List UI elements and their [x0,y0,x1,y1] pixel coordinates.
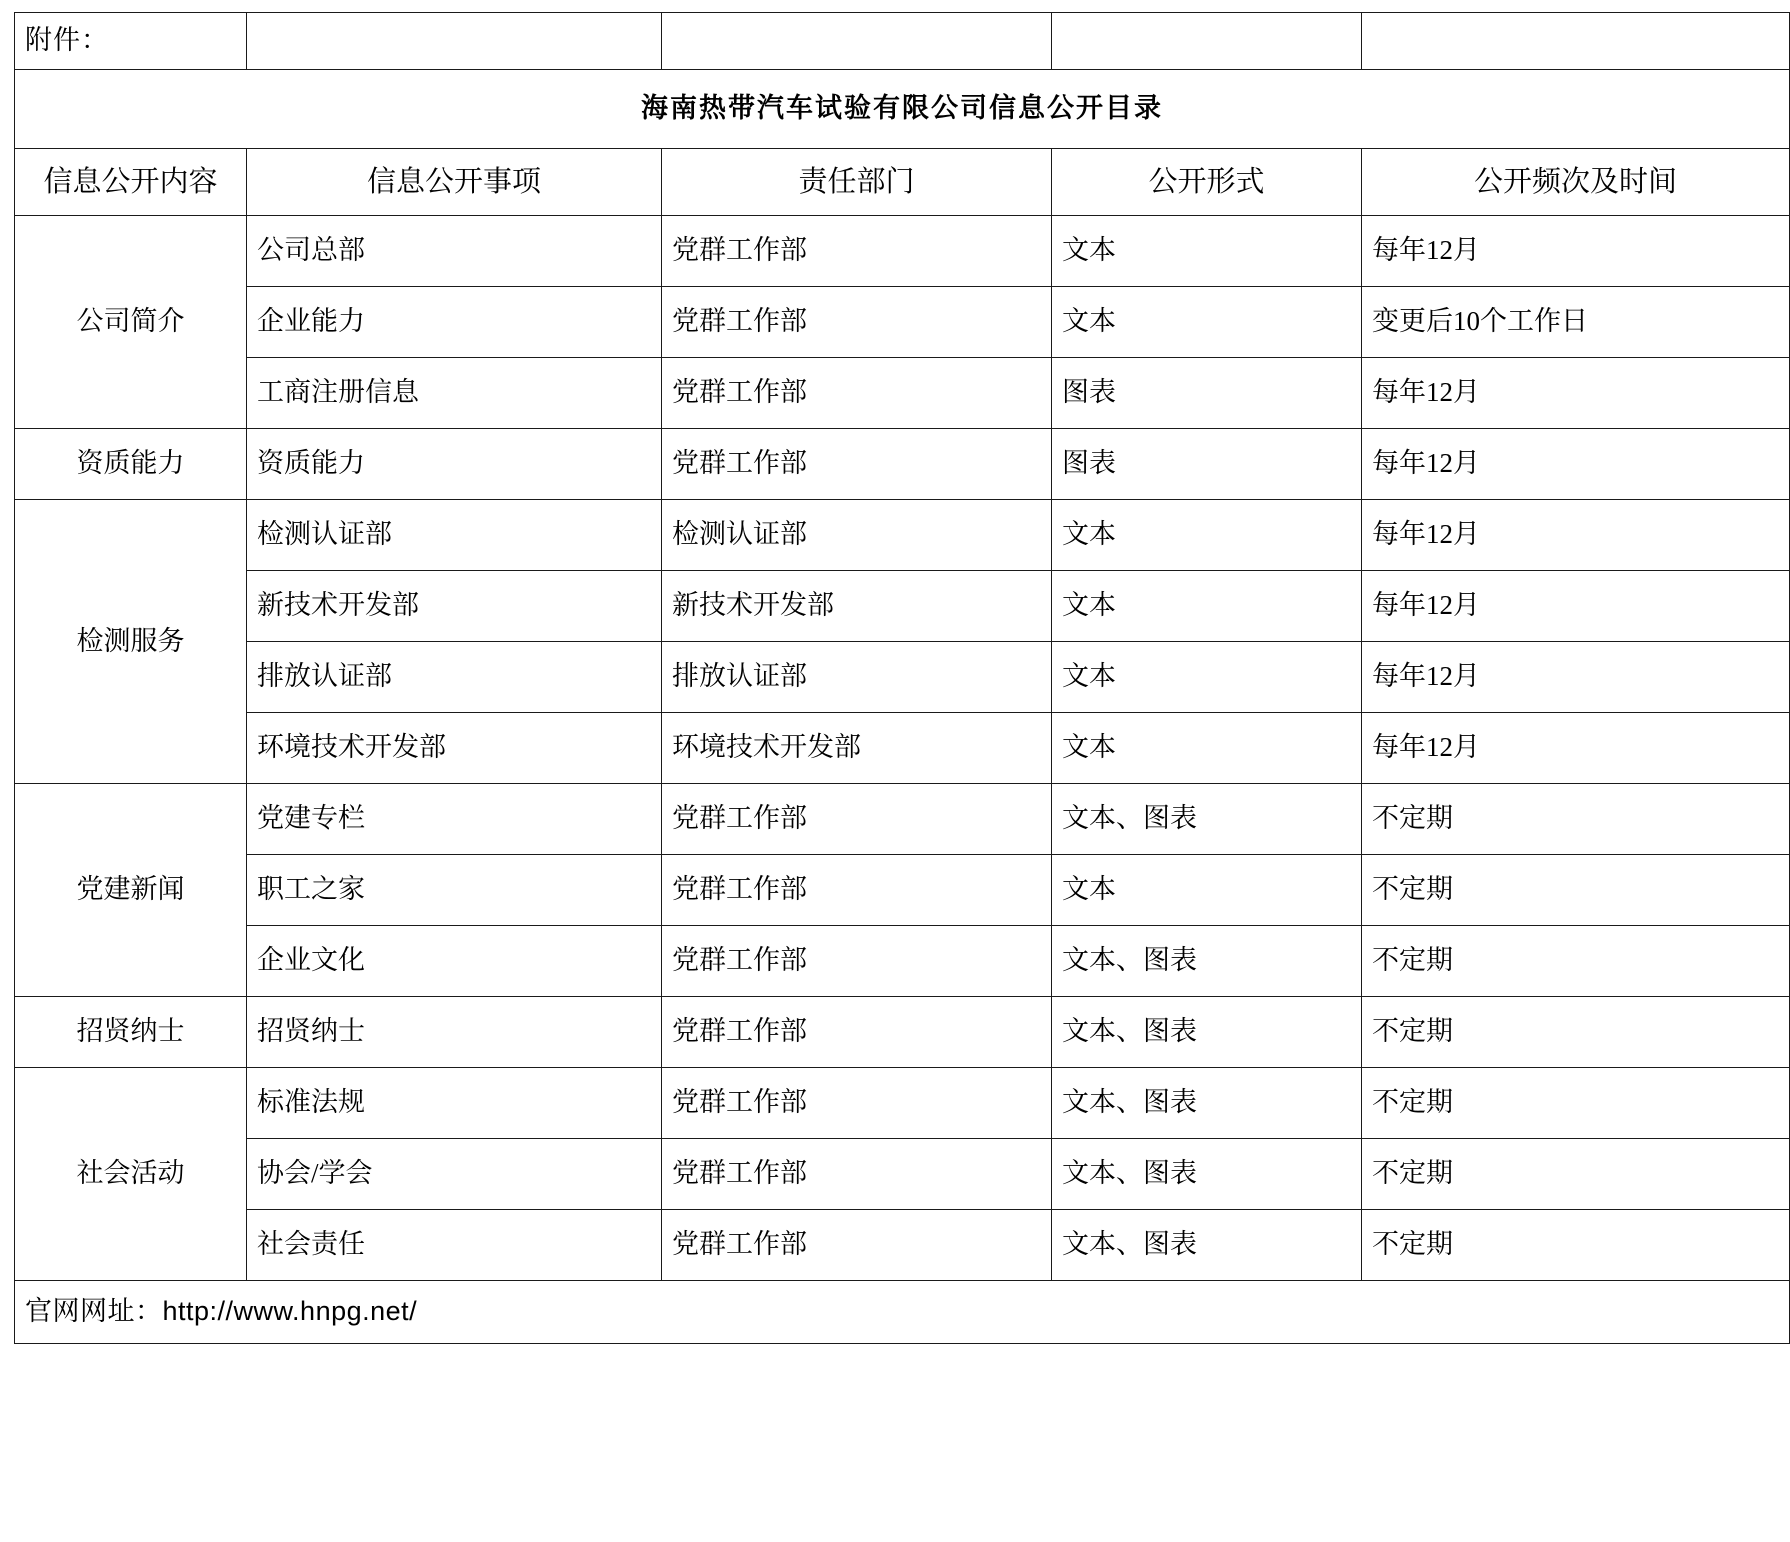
disclosure-form-cell: 文本、图表 [1052,926,1362,997]
disclosure-form-cell: 文本 [1052,855,1362,926]
disclosure-item-cell: 检测认证部 [247,500,662,571]
disclosure-frequency-cell: 不定期 [1362,997,1790,1068]
attachment-blank-3 [1052,13,1362,70]
responsible-department-cell: 党群工作部 [662,1139,1052,1210]
disclosure-item-cell: 新技术开发部 [247,571,662,642]
disclosure-form-cell: 文本 [1052,287,1362,358]
disclosure-form-cell: 文本 [1052,642,1362,713]
table-row [15,784,1790,855]
disclosure-item-cell: 招贤纳士 [247,997,662,1068]
table-row [15,429,1790,500]
column-header-5: 公开频次及时间 [1362,149,1790,216]
disclosure-form-cell: 文本 [1052,500,1362,571]
disclosure-frequency-cell: 每年12月 [1362,358,1790,429]
disclosure-item-cell: 资质能力 [247,429,662,500]
column-header-1: 信息公开内容 [15,149,247,216]
responsible-department-cell: 党群工作部 [662,358,1052,429]
responsible-department-cell: 党群工作部 [662,855,1052,926]
responsible-department-cell: 党群工作部 [662,429,1052,500]
disclosure-form-cell: 文本 [1052,713,1362,784]
responsible-department-cell: 党群工作部 [662,926,1052,997]
attachment-blank-4 [1362,13,1790,70]
disclosure-frequency-cell: 不定期 [1362,926,1790,997]
table-row [15,500,1790,571]
table-row [15,642,1790,713]
responsible-department-cell: 党群工作部 [662,1210,1052,1281]
table-row [15,1210,1790,1281]
category-cell: 社会活动 [15,1068,247,1281]
disclosure-form-cell: 文本、图表 [1052,1139,1362,1210]
category-cell: 公司简介 [15,216,247,429]
attachment-row [15,13,1790,70]
disclosure-frequency-cell: 不定期 [1362,1068,1790,1139]
disclosure-item-cell: 工商注册信息 [247,358,662,429]
table-row [15,713,1790,784]
disclosure-frequency-cell: 不定期 [1362,855,1790,926]
website-footer: 官网网址：http://www.hnpg.net/ [15,1281,1790,1344]
page-title: 海南热带汽车试验有限公司信息公开目录 [15,70,1790,149]
responsible-department-cell: 排放认证部 [662,642,1052,713]
column-header-2: 信息公开事项 [247,149,662,216]
responsible-department-cell: 检测认证部 [662,500,1052,571]
disclosure-frequency-cell: 每年12月 [1362,713,1790,784]
responsible-department-cell: 环境技术开发部 [662,713,1052,784]
disclosure-item-cell: 环境技术开发部 [247,713,662,784]
disclosure-item-cell: 标准法规 [247,1068,662,1139]
responsible-department-cell: 党群工作部 [662,784,1052,855]
footer-row [15,1281,1790,1344]
table-row [15,358,1790,429]
disclosure-form-cell: 图表 [1052,358,1362,429]
disclosure-item-cell: 公司总部 [247,216,662,287]
disclosure-frequency-cell: 每年12月 [1362,571,1790,642]
column-header-4: 公开形式 [1052,149,1362,216]
disclosure-form-cell: 文本、图表 [1052,784,1362,855]
responsible-department-cell: 党群工作部 [662,216,1052,287]
disclosure-item-cell: 职工之家 [247,855,662,926]
disclosure-form-cell: 文本 [1052,216,1362,287]
responsible-department-cell: 新技术开发部 [662,571,1052,642]
disclosure-form-cell: 文本 [1052,571,1362,642]
table-row [15,926,1790,997]
disclosure-form-cell: 文本、图表 [1052,1068,1362,1139]
table-row [15,1068,1790,1139]
document-sheet [0,12,1790,1542]
table-row [15,1139,1790,1210]
table-row [15,216,1790,287]
disclosure-frequency-cell: 每年12月 [1362,642,1790,713]
table-row [15,287,1790,358]
disclosure-frequency-cell: 不定期 [1362,1139,1790,1210]
table-row [15,997,1790,1068]
disclosure-item-cell: 党建专栏 [247,784,662,855]
attachment-label: 附件： [15,13,247,70]
disclosure-frequency-cell: 每年12月 [1362,429,1790,500]
responsible-department-cell: 党群工作部 [662,997,1052,1068]
disclosure-frequency-cell: 不定期 [1362,784,1790,855]
category-cell: 党建新闻 [15,784,247,997]
table-row [15,571,1790,642]
disclosure-item-cell: 排放认证部 [247,642,662,713]
disclosure-item-cell: 社会责任 [247,1210,662,1281]
disclosure-frequency-cell: 变更后10个工作日 [1362,287,1790,358]
disclosure-item-cell: 企业能力 [247,287,662,358]
disclosure-frequency-cell: 每年12月 [1362,500,1790,571]
attachment-blank-2 [662,13,1052,70]
category-cell: 检测服务 [15,500,247,784]
category-cell: 招贤纳士 [15,997,247,1068]
disclosure-item-cell: 协会/学会 [247,1139,662,1210]
disclosure-item-cell: 企业文化 [247,926,662,997]
table-header-row [15,149,1790,216]
table-row [15,855,1790,926]
category-cell: 资质能力 [15,429,247,500]
title-row [15,70,1790,149]
responsible-department-cell: 党群工作部 [662,1068,1052,1139]
disclosure-form-cell: 文本、图表 [1052,1210,1362,1281]
disclosure-frequency-cell: 每年12月 [1362,216,1790,287]
column-header-3: 责任部门 [662,149,1052,216]
information-disclosure-table [14,12,1790,1344]
disclosure-frequency-cell: 不定期 [1362,1210,1790,1281]
responsible-department-cell: 党群工作部 [662,287,1052,358]
attachment-blank-1 [247,13,662,70]
disclosure-form-cell: 文本、图表 [1052,997,1362,1068]
disclosure-form-cell: 图表 [1052,429,1362,500]
